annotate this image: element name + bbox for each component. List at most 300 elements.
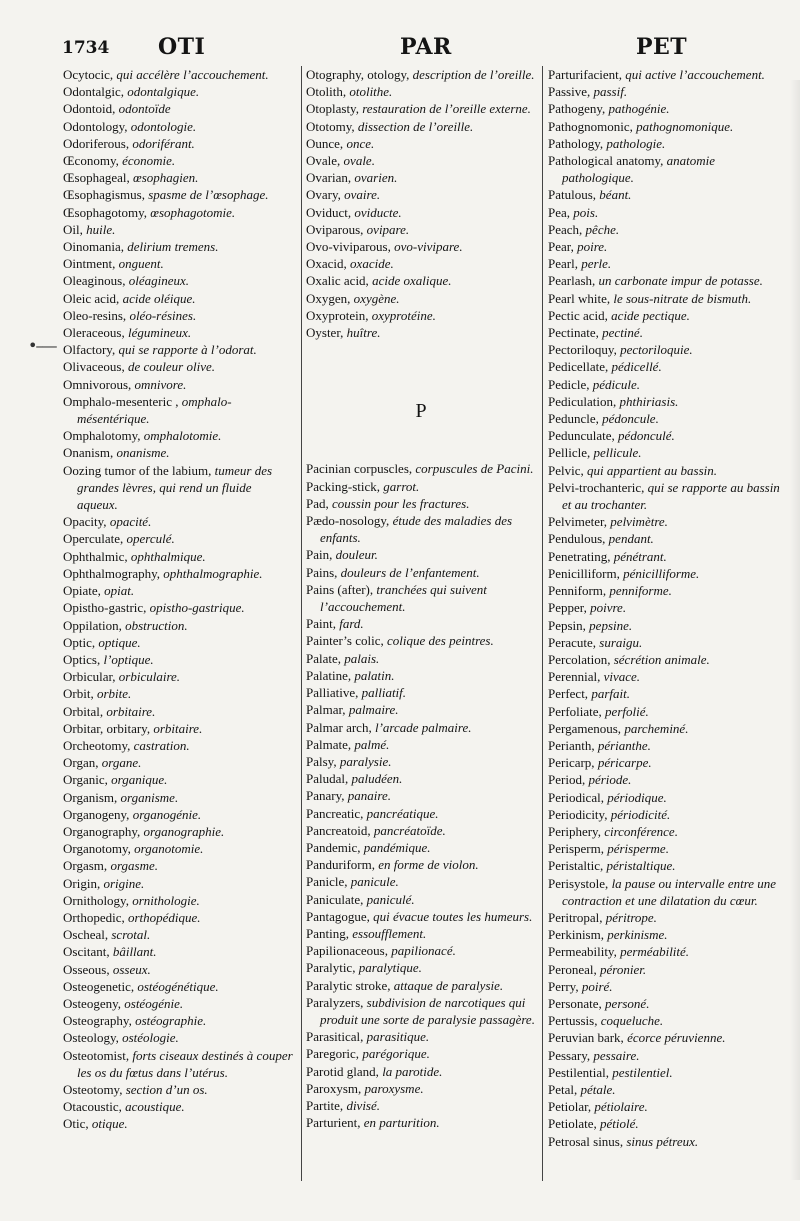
- entry-translation: perméabilité.: [620, 944, 690, 960]
- dictionary-entry: [63, 238, 293, 255]
- entry-translation: tumeur des grandes lèvres, qui rend un fluide aqueux.: [77, 462, 273, 513]
- entry-headword: Osseous,: [63, 961, 113, 977]
- dictionary-entry: [63, 1098, 293, 1115]
- entry-headword: Oxacid,: [306, 256, 351, 272]
- entry-translation: l’arcade palmaire.: [374, 719, 472, 735]
- entry-headword: Odontology,: [63, 118, 131, 134]
- dictionary-entry: [63, 823, 293, 840]
- dictionary-entry: [548, 376, 780, 393]
- dictionary-entry: [306, 512, 536, 546]
- entry-translation: optique.: [98, 634, 141, 650]
- entry-headword: Orbitar, orbitary,: [63, 720, 154, 736]
- dictionary-entry: [306, 118, 536, 135]
- dictionary-entry: [63, 169, 293, 186]
- entry-headword: Odontoid,: [63, 101, 119, 117]
- entry-translation: subdivision de narcotiques qui produit une sorte de paralysie passagère.: [320, 994, 535, 1027]
- entry-headword: Pathogeny,: [548, 101, 609, 117]
- entry-headword: Osteology,: [63, 1030, 123, 1046]
- entry-translation: sinus pétreux.: [626, 1133, 699, 1149]
- entry-headword: Packing-stick,: [306, 478, 384, 494]
- dictionary-entry: [63, 771, 293, 788]
- dictionary-entry: [548, 651, 780, 668]
- dictionary-entry: [306, 719, 536, 736]
- entry-translation: once.: [346, 135, 375, 151]
- dictionary-entry: [548, 737, 780, 754]
- entry-headword: Pellicle,: [548, 445, 594, 461]
- dictionary-entry: [548, 840, 780, 857]
- entry-translation: onanisme.: [116, 445, 170, 461]
- entry-translation: péricarpe.: [597, 755, 652, 771]
- entry-translation: otique.: [91, 1116, 128, 1132]
- dictionary-entry: [63, 875, 293, 892]
- section-letter: P: [415, 400, 427, 423]
- entry-translation: ovo-vivipare.: [394, 239, 463, 255]
- entry-translation: période.: [588, 772, 632, 788]
- entry-headword: Petal,: [548, 1081, 581, 1097]
- dictionary-entry: [306, 977, 536, 994]
- dictionary-entry: [63, 83, 293, 100]
- entry-headword: Pedicle,: [548, 376, 593, 392]
- entry-translation: coussin pour les fractures.: [332, 495, 470, 511]
- entry-translation: suraigu.: [599, 634, 643, 650]
- dictionary-entry: [63, 582, 293, 599]
- dictionary-entry: [306, 546, 536, 563]
- dictionary-entry: [63, 204, 293, 221]
- entry-translation: qui active l’accouchement.: [625, 67, 765, 82]
- entry-headword: Pea,: [548, 204, 574, 220]
- entry-headword: Papilionaceous,: [306, 943, 392, 959]
- dictionary-entry: [306, 255, 536, 272]
- entry-headword: Ophthalmic,: [63, 548, 131, 564]
- entry-headword: Permeability,: [548, 944, 621, 960]
- dictionary-entry: [548, 943, 780, 960]
- entry-headword: Peristaltic,: [548, 858, 607, 874]
- dictionary-entry: [63, 66, 293, 83]
- dictionary-entry: [548, 290, 780, 307]
- entry-translation: pénicilliforme.: [623, 565, 700, 581]
- entry-translation: parasitique.: [366, 1029, 430, 1045]
- entry-headword: Orbital,: [63, 703, 107, 719]
- entry-translation: écorce péruvienne.: [627, 1030, 726, 1046]
- entry-translation: papilionacé.: [391, 943, 456, 959]
- dictionary-entry: [63, 290, 293, 307]
- entry-headword: Pessary,: [548, 1047, 594, 1063]
- entry-translation: parfait.: [591, 686, 630, 702]
- dictionary-entry: [63, 892, 293, 909]
- entry-headword: Periodical,: [548, 789, 608, 805]
- entry-translation: huître.: [346, 325, 381, 341]
- entry-headword: Odontalgic,: [63, 84, 128, 100]
- entry-headword: Passive,: [548, 84, 594, 100]
- entry-translation: perkinisme.: [607, 927, 668, 943]
- dictionary-entry: [548, 1115, 780, 1132]
- entry-headword: Perisystole,: [548, 875, 612, 891]
- entry-headword: Oxyprotein,: [306, 307, 372, 323]
- entry-translation: oléagineux.: [128, 273, 190, 289]
- entry-translation: pandémique.: [363, 839, 431, 855]
- entry-headword: Pad,: [306, 495, 332, 511]
- entry-headword: Œsophagotomy,: [63, 204, 151, 220]
- entry-translation: personé.: [605, 995, 650, 1011]
- entry-headword: Oil,: [63, 221, 87, 237]
- dictionary-entry: [548, 909, 780, 926]
- dictionary-entry: [63, 358, 293, 375]
- entry-translation: phthiriasis.: [619, 393, 679, 409]
- entry-translation: pectiné.: [602, 325, 643, 341]
- entry-headword: Paralytic,: [306, 960, 359, 976]
- dictionary-entry: [548, 479, 780, 513]
- entry-headword: Pacinian corpuscles,: [306, 461, 416, 477]
- entry-translation: pétiolé.: [600, 1116, 639, 1132]
- entry-headword: Perianth,: [548, 737, 598, 753]
- entry-translation: organe.: [101, 755, 142, 771]
- entry-translation: poivre.: [590, 600, 627, 616]
- entry-headword: Onanism,: [63, 445, 117, 461]
- dictionary-entry: [548, 961, 780, 978]
- entry-headword: Percolation,: [548, 651, 614, 667]
- entry-headword: Organ,: [63, 755, 102, 771]
- header-right-guide-word: PET: [636, 34, 688, 60]
- entry-translation: organographie.: [143, 823, 225, 839]
- entry-headword: Panicle,: [306, 874, 351, 890]
- entry-headword: Osteography,: [63, 1013, 136, 1029]
- entry-translation: pédicule.: [592, 376, 641, 392]
- dictionary-entry: [306, 581, 536, 615]
- dictionary-entry: [306, 1063, 536, 1080]
- dictionary-entry: [306, 805, 536, 822]
- entry-translation: circonférence.: [604, 823, 678, 839]
- entry-headword: Olivaceous,: [63, 359, 128, 375]
- entry-translation: pellicule.: [593, 445, 642, 461]
- dictionary-entry: [548, 358, 780, 375]
- dictionary-entry: [63, 513, 293, 530]
- entry-translation: organotomie.: [134, 841, 204, 857]
- entry-headword: Osteogenetic,: [63, 978, 138, 994]
- entry-headword: Pancreatoid,: [306, 822, 374, 838]
- entry-translation: ostéogénie.: [124, 995, 184, 1011]
- entry-translation: omphalotomie.: [143, 428, 222, 444]
- entry-translation: panicule.: [350, 874, 399, 890]
- entry-headword: Palmar arch,: [306, 719, 375, 735]
- entry-translation: ophthalmographie.: [163, 565, 263, 581]
- entry-headword: Palsy,: [306, 753, 340, 769]
- entry-translation: palmé.: [354, 736, 390, 752]
- entry-translation: acoustique.: [125, 1099, 185, 1115]
- dictionary-entry: [63, 221, 293, 238]
- dictionary-entry: [63, 1047, 293, 1081]
- entry-headword: Oxygen,: [306, 290, 354, 306]
- entry-headword: Panary,: [306, 788, 348, 804]
- entry-translation: acide pectique.: [611, 307, 690, 323]
- dictionary-entry: [63, 909, 293, 926]
- entry-headword: Omphalo-mesenteric ,: [63, 393, 182, 409]
- entry-translation: pathologie.: [606, 135, 666, 151]
- entry-translation: pancréatique.: [366, 805, 439, 821]
- entry-translation: pelvimètre.: [610, 514, 668, 530]
- dictionary-entry: [306, 770, 536, 787]
- entry-headword: Pertussis,: [548, 1013, 601, 1029]
- entry-translation: essoufflement.: [352, 925, 427, 941]
- entry-translation: divisé.: [346, 1097, 381, 1113]
- entry-translation: parégorique.: [362, 1046, 430, 1062]
- entry-headword: Oviparous,: [306, 221, 367, 237]
- entry-headword: Oleic acid,: [63, 290, 123, 306]
- entry-translation: organique.: [111, 772, 168, 788]
- dictionary-entry: [306, 495, 536, 512]
- dictionary-entry: [548, 135, 780, 152]
- dictionary-entry: [548, 634, 780, 651]
- dictionary-entry: [306, 891, 536, 908]
- entry-translation: pédicellé.: [611, 359, 662, 375]
- entry-headword: Pathological anatomy,: [548, 153, 667, 169]
- dictionary-entry: [306, 478, 536, 495]
- entry-headword: Oozing tumor of the labium,: [63, 462, 215, 478]
- dictionary-entry: [548, 462, 780, 479]
- entry-translation: palmaire.: [348, 702, 399, 718]
- dictionary-entry: [306, 1045, 536, 1062]
- entry-translation: panaire.: [347, 788, 391, 804]
- entry-translation: pepsine.: [589, 617, 633, 633]
- dictionary-entry: [548, 152, 780, 186]
- dictionary-entry: [306, 615, 536, 632]
- entry-headword: Partite,: [306, 1097, 347, 1113]
- entry-translation: qui se rapporte à l’odorat.: [118, 342, 257, 358]
- entry-translation: ostéographie.: [135, 1013, 207, 1029]
- dictionary-entry: [306, 324, 536, 341]
- entry-headword: Perkinism,: [548, 927, 608, 943]
- entry-translation: otolithe.: [349, 84, 393, 100]
- entry-headword: Pearlash,: [548, 273, 599, 289]
- dictionary-entry: [548, 393, 780, 410]
- entry-headword: Parotid gland,: [306, 1063, 383, 1079]
- show-through-edge: [790, 80, 800, 1180]
- entry-headword: Peracute,: [548, 634, 600, 650]
- entry-translation: ovarien.: [354, 170, 398, 186]
- entry-headword: Otacoustic,: [63, 1099, 126, 1115]
- entry-translation: huile.: [86, 221, 116, 237]
- dictionary-entry: [306, 564, 536, 581]
- dictionary-entry: [63, 530, 293, 547]
- entry-translation: coqueluche.: [600, 1013, 664, 1029]
- entry-translation: orbite.: [96, 686, 132, 702]
- entry-headword: Pepsin,: [548, 617, 590, 633]
- entry-translation: origine.: [103, 875, 145, 891]
- entry-headword: Oinomania,: [63, 239, 128, 255]
- entry-translation: pessaire.: [593, 1047, 640, 1063]
- dictionary-entry: [306, 83, 536, 100]
- entry-translation: opacité.: [109, 514, 152, 530]
- entry-headword: Otolith,: [306, 84, 350, 100]
- dictionary-entry: [548, 685, 780, 702]
- entry-headword: Orbicular,: [63, 669, 119, 685]
- dictionary-entry: [63, 943, 293, 960]
- entry-translation: opiat.: [104, 583, 135, 599]
- dictionary-entry: [548, 272, 780, 289]
- dictionary-entry: [63, 255, 293, 272]
- dictionary-entry: [306, 100, 536, 117]
- entry-translation: orbitaire.: [153, 720, 203, 736]
- dictionary-entry: [306, 959, 536, 976]
- entry-headword: Period,: [548, 772, 589, 788]
- dictionary-entry: [548, 444, 780, 461]
- entry-translation: pathognomonique.: [636, 118, 734, 134]
- entry-headword: Otography, otology,: [306, 67, 413, 82]
- entry-translation: organogénie.: [132, 806, 202, 822]
- dictionary-entry: [548, 100, 780, 117]
- entry-translation: scrotal.: [111, 927, 151, 943]
- dictionary-entry: [548, 1064, 780, 1081]
- entry-translation: ostéologie.: [122, 1030, 179, 1046]
- dictionary-entry: [63, 307, 293, 324]
- entry-translation: obstruction.: [125, 617, 188, 633]
- dictionary-entry: [306, 1097, 536, 1114]
- entry-translation: pédonculé.: [618, 428, 675, 444]
- dictionary-entry: [63, 376, 293, 393]
- dictionary-entry: [306, 290, 536, 307]
- entry-translation: orbitaire.: [106, 703, 156, 719]
- entry-headword: Oxalic acid,: [306, 273, 373, 289]
- entry-translation: acide oléique.: [122, 290, 196, 306]
- entry-translation: la parotide.: [382, 1063, 443, 1079]
- entry-headword: Operculate,: [63, 531, 127, 547]
- entry-translation: ovipare.: [366, 221, 410, 237]
- entry-headword: Pepper,: [548, 600, 591, 616]
- entry-headword: Pancreatic,: [306, 805, 367, 821]
- entry-headword: Ovary,: [306, 187, 345, 203]
- entry-translation: péritrope.: [605, 909, 657, 925]
- entry-translation: oxygène.: [353, 290, 400, 306]
- entry-headword: Paludal,: [306, 771, 352, 787]
- entry-headword: Ornithology,: [63, 892, 133, 908]
- entry-headword: Organogeny,: [63, 806, 133, 822]
- dictionary-entry: [63, 1115, 293, 1132]
- dictionary-entry: [306, 66, 536, 83]
- entry-translation: omnivore.: [134, 376, 187, 392]
- entry-translation: pédoncule.: [602, 411, 659, 427]
- dictionary-entry: [63, 462, 293, 514]
- margin-mark: •–—: [28, 336, 56, 355]
- entry-headword: Panduriform,: [306, 857, 379, 873]
- entry-translation: poire.: [577, 239, 608, 255]
- entry-translation: colique des peintres.: [387, 633, 494, 649]
- dictionary-entry: [548, 754, 780, 771]
- entry-headword: Petiolate,: [548, 1116, 600, 1132]
- dictionary-entry: [63, 324, 293, 341]
- entry-headword: Otic,: [63, 1116, 92, 1132]
- entry-translation: spasme de l’œsophage.: [148, 187, 269, 203]
- entry-headword: Peruvian bark,: [548, 1030, 628, 1046]
- entry-translation: qui évacue toutes les humeurs.: [373, 908, 533, 924]
- entry-headword: Osteogeny,: [63, 995, 125, 1011]
- entry-headword: Pectic acid,: [548, 307, 612, 323]
- dictionary-entry: [63, 135, 293, 152]
- entry-translation: odoriférant.: [132, 135, 195, 151]
- dictionary-entry: [63, 840, 293, 857]
- entry-translation: qui se rapporte au bassin et au trochanter.: [562, 479, 780, 513]
- entry-headword: Pearl white,: [548, 290, 614, 306]
- entry-headword: Pedicellate,: [548, 359, 612, 375]
- entry-translation: restauration de l’oreille externe.: [362, 101, 531, 117]
- dictionary-entry: [548, 307, 780, 324]
- dictionary-entry: [306, 238, 536, 255]
- entry-headword: Opistho-gastric,: [63, 600, 150, 616]
- dictionary-entry: [548, 66, 780, 83]
- entry-translation: la pause ou intervalle entre une contraction et une dilatation du cœur.: [562, 875, 777, 908]
- dictionary-entry: [548, 599, 780, 616]
- entry-translation: pois.: [573, 204, 599, 220]
- entry-translation: paniculé.: [366, 891, 415, 907]
- entry-translation: périodicité.: [610, 806, 671, 822]
- entry-translation: fard.: [339, 616, 364, 632]
- entry-headword: Oscheal,: [63, 927, 112, 943]
- entry-headword: Pelvic,: [548, 462, 587, 478]
- dictionary-entry: [63, 995, 293, 1012]
- entry-headword: Pectoriloquy,: [548, 342, 621, 358]
- dictionary-entry: [63, 789, 293, 806]
- entry-translation: oléo-résines.: [129, 307, 197, 323]
- entry-headword: Ophthalmography,: [63, 565, 164, 581]
- entry-headword: Oviduct,: [306, 204, 355, 220]
- entry-translation: description de l’oreille.: [412, 67, 535, 82]
- dictionary-entry: [306, 925, 536, 942]
- dictionary-entry: [548, 995, 780, 1012]
- dictionary-entry: [548, 186, 780, 203]
- dictionary-entry: [548, 341, 780, 358]
- dictionary-entry: [548, 548, 780, 565]
- dictionary-entry: [63, 341, 293, 358]
- entry-headword: Paroxysm,: [306, 1080, 365, 1096]
- entry-translation: pathogénie.: [608, 101, 670, 117]
- entry-translation: qui appartient au bassin.: [587, 462, 718, 478]
- entry-headword: Palmar,: [306, 702, 349, 718]
- dictionary-entry: [548, 668, 780, 685]
- column-rule-left: [301, 66, 302, 1181]
- entry-translation: acide oxalique.: [372, 273, 452, 289]
- entry-headword: Œconomy,: [63, 153, 123, 169]
- dictionary-entry: [63, 617, 293, 634]
- dictionary-entry: [63, 926, 293, 943]
- dictionary-entry: [306, 994, 536, 1028]
- dictionary-entry: [306, 221, 536, 238]
- entry-translation: pancréatoïde.: [373, 822, 446, 838]
- dictionary-entry: [63, 668, 293, 685]
- entry-headword: Pains (after),: [306, 581, 377, 597]
- entry-headword: Peach,: [548, 221, 586, 237]
- dictionary-entry: [548, 617, 780, 634]
- entry-headword: Pathognomonic,: [548, 118, 637, 134]
- entry-headword: Osteotomist,: [63, 1047, 133, 1063]
- entry-headword: Pearl,: [548, 256, 582, 272]
- entry-translation: péronier.: [599, 961, 647, 977]
- dictionary-entry: [548, 789, 780, 806]
- page-number: 1734: [62, 38, 110, 58]
- entry-translation: bâillant.: [112, 944, 157, 960]
- dictionary-entry: [548, 1098, 780, 1115]
- entry-headword: Oleaginous,: [63, 273, 129, 289]
- entry-translation: en parturition.: [363, 1115, 440, 1131]
- dictionary-entry: [306, 632, 536, 649]
- entry-translation: passif.: [593, 84, 628, 100]
- entry-translation: en forme de violon.: [378, 857, 479, 873]
- entry-headword: Parasitical,: [306, 1029, 367, 1045]
- entry-translation: pétale.: [580, 1081, 616, 1097]
- entry-headword: Ointment,: [63, 256, 119, 272]
- entry-translation: paralytique.: [358, 960, 422, 976]
- entry-translation: périanthe.: [597, 737, 651, 753]
- entry-headword: Perfect,: [548, 686, 592, 702]
- header-left-guide-word: OTI: [158, 34, 206, 60]
- entry-translation: douleurs de l’enfantement.: [340, 564, 480, 580]
